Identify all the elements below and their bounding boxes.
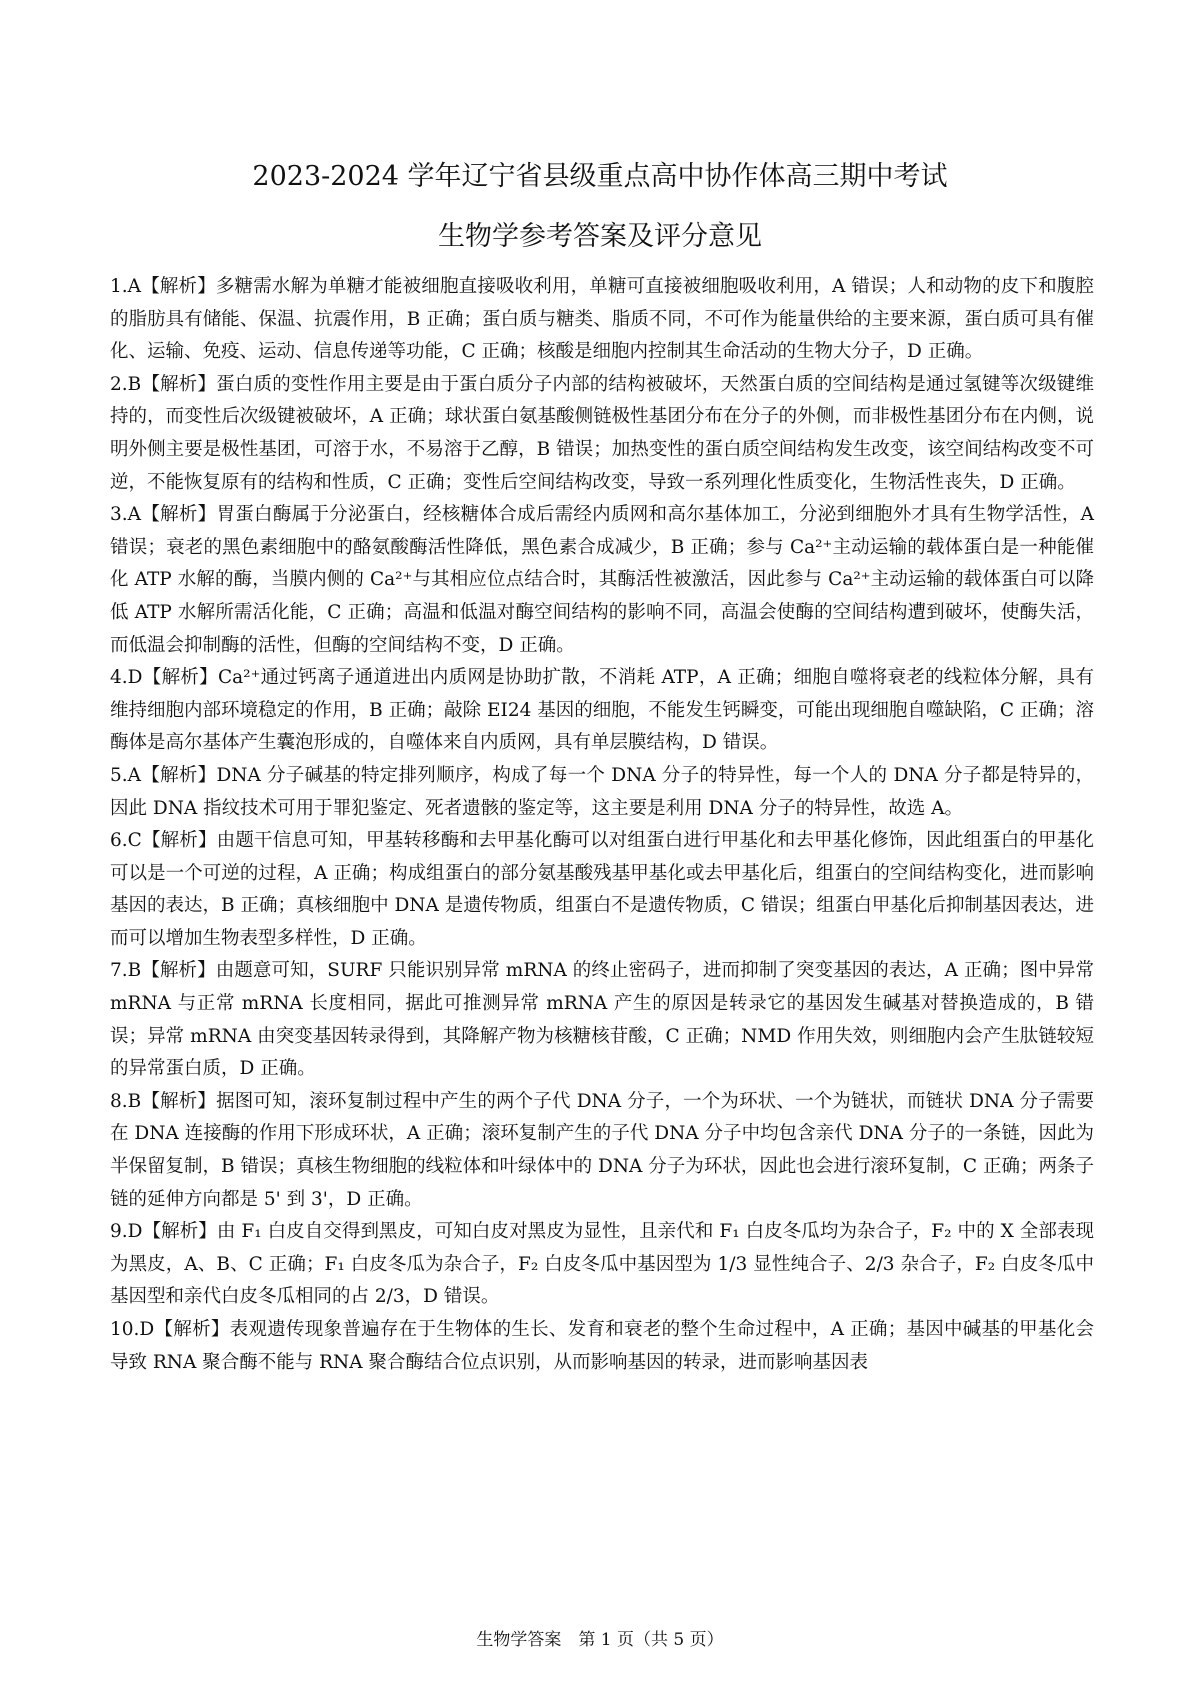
item-number: 2. [110, 373, 128, 395]
answer-item-7 [110, 955, 1094, 1085]
item-explanation: 胃蛋白酶属于分泌蛋白，经核糖体合成后需经内质网和高尔基体加工，分泌到细胞外才具有生物学活性，A 错误；衰老的黑色素细胞中的酪氨酸酶活性降低，黑色素合成减少，B 正确；参与 Ca²⁺主动运输的载体蛋白是一种能催化 ATP 水解的酶，当膜内侧的 Ca²⁺与其相应位点结合时，其酶活性被激活，因此参与 Ca²⁺主动运输的载体蛋白可以降低 ATP 水解所需活化能，C 正确；高温和低温对酶空间结构的影响不同，高温会使酶的空间结构遭到破坏，使酶失活，而低温会抑制酶的活性，但酶的空间结构不变，D 正确。 [110, 504, 1094, 656]
item-tag: 【解析】 [141, 764, 217, 786]
document-title: 2023-2024 学年辽宁省县级重点高中协作体高三期中考试 [252, 161, 948, 192]
item-number: 1. [110, 276, 128, 297]
item-number: 7. [110, 960, 128, 982]
item-tag: 【解析】 [141, 960, 216, 982]
item-explanation: 由 F₁ 白皮自交得到黑皮，可知白皮对黑皮为显性，且亲代和 F₁ 白皮冬瓜均为杂合子，F₂ 中的 X 全部表现为黑皮，A、B、C 正确；F₁ 白皮冬瓜为杂合子，F₂ 白皮冬瓜中基因型为 1/3 显性纯合子、2/3 杂合子，F₂ 白皮冬瓜中基因型和亲代白皮冬瓜相同的占 2/3，D 错误。 [110, 1221, 1094, 1308]
item-answer: D [127, 1221, 143, 1243]
item-explanation: Ca²⁺通过钙离子通道进出内质网是协助扩散，不消耗 ATP，A 正确；细胞自噬将衰老的线粒体分解，具有维持细胞内部环境稳定的作用，B 正确；敲除 EI24 基因的细胞，不能发生钙瞬变，可能出现细胞自噬缺陷，C 正确；溶酶体是高尔基体产生囊泡形成的，自噬体来自内质网，具有单层膜结构，D 错误。 [110, 667, 1094, 754]
item-answer: C [127, 830, 142, 852]
item-tag: 【解析】 [141, 276, 216, 297]
page-footer: 生物学答案 第 1 页（共 5 页） [476, 1630, 724, 1650]
item-number: 10. [110, 1319, 140, 1340]
item-explanation: DNA 分子碱基的特定排列顺序，构成了每一个 DNA 分子的特异性，每一个人的 DNA 分子都是特异的，因此 DNA 指纹技术可用于罪犯鉴定、死者遗骸的鉴定等，这主要是利用 DNA 分子的特异性，故选 A。 [110, 764, 1094, 819]
item-number: 5. [110, 764, 128, 786]
item-explanation: 由题意可知，SURF 只能识别异常 mRNA 的终止密码子，进而抑制了突变基因的表达，A 正确；图中异常 mRNA 与正常 mRNA 长度相同，据此可推测异常 mRNA 产生的原因是转录它的基因发生碱基对替换造成的，B 错误；异常 mRNA 由突变基因转录得到，其降解产物为核糖核苷酸，C 正确；NMD 作用失效，则细胞内会产生肽链较短的异常蛋白质，D 正确。 [110, 960, 1094, 1080]
document-subtitle: 生物学参考答案及评分意见 [438, 221, 762, 252]
item-number: 6. [110, 830, 128, 852]
item-answer: B [127, 1090, 142, 1112]
answer-list [110, 271, 1094, 1379]
answer-item-9 [110, 1216, 1094, 1314]
answer-item-4 [110, 662, 1094, 760]
item-number: 4. [110, 667, 128, 689]
item-answer: B [127, 373, 142, 395]
item-answer: A [127, 764, 142, 786]
item-tag: 【解析】 [142, 1221, 217, 1243]
item-number: 8. [110, 1090, 128, 1112]
item-answer: D [139, 1319, 155, 1340]
answer-item-10 [110, 1314, 1094, 1379]
answer-item-6 [110, 825, 1094, 955]
item-explanation: 多糖需水解为单糖才能被细胞直接吸收利用，单糖可直接被细胞吸收利用，A 错误；人和动物的皮下和腹腔的脂肪具有储能、保温、抗震作用，B 正确；蛋白质与糖类、脂质不同，不可作为能量供给的主要来源，蛋白质可具有催化、运输、免疫、运动、信息传递等功能，C 正确；核酸是细胞内控制其生命活动的生物大分子，D 正确。 [110, 276, 1094, 363]
item-number: 9. [110, 1221, 128, 1243]
item-answer: A [127, 276, 142, 297]
item-tag: 【解析】 [141, 1090, 217, 1112]
item-tag: 【解析】 [141, 373, 217, 395]
item-answer: A [127, 504, 142, 526]
item-number: 3. [110, 504, 128, 526]
answer-item-2 [110, 369, 1094, 499]
item-tag: 【解析】 [154, 1319, 230, 1340]
item-answer: B [127, 960, 142, 982]
answer-item-3 [110, 499, 1094, 662]
item-tag: 【解析】 [141, 504, 217, 526]
answer-item-1 [110, 271, 1094, 369]
item-tag: 【解析】 [142, 667, 218, 689]
answer-item-8 [110, 1086, 1094, 1216]
item-answer: D [127, 667, 143, 689]
item-explanation: 据图可知，滚环复制过程中产生的两个子代 DNA 分子，一个为环状、一个为链状，而链状 DNA 分子需要在 DNA 连接酶的作用下形成环状，A 正确；滚环复制产生的子代 DNA 分子中均包含亲代 DNA 分子的一条链，因此为半保留复制，B 错误；真核生物细胞的线粒体和叶绿体中的 DNA 分子为环状，因此也会进行滚环复制，C 正确；两条子链的延伸方向都是 5' 到 3'，D 正确。 [110, 1090, 1094, 1210]
item-explanation: 由题干信息可知，甲基转移酶和去甲基化酶可以对组蛋白进行甲基化和去甲基化修饰，因此组蛋白的甲基化可以是一个可逆的过程，A 正确；构成组蛋白的部分氨基酸残基甲基化或去甲基化后，组蛋白的空间结构变化，进而影响基因的表达，B 正确；真核细胞中 DNA 是遗传物质，组蛋白不是遗传物质，C 错误；组蛋白甲基化后抑制基因表达，进而可以增加生物表型多样性，D 正确。 [110, 830, 1094, 949]
answer-item-5 [110, 760, 1094, 825]
item-explanation: 表观遗传现象普遍存在于生物体的生长、发育和衰老的整个生命过程中，A 正确；基因中碱基的甲基化会导致 RNA 聚合酶不能与 RNA 聚合酶结合位点识别，从而影响基因的转录，进而影响基因表 [110, 1319, 1094, 1373]
item-tag: 【解析】 [141, 830, 217, 852]
item-explanation: 蛋白质的变性作用主要是由于蛋白质分子内部的结构被破坏，天然蛋白质的空间结构是通过氢键等次级键维持的，而变性后次级键被破坏，A 正确；球状蛋白氨基酸侧链极性基团分布在分子的外侧，而非极性基团分布在内侧，说明外侧主要是极性基团，可溶于水，不易溶于乙醇，B 错误；加热变性的蛋白质空间结构发生改变，该空间结构改变不可逆，不能恢复原有的结构和性质，C 正确；变性后空间结构改变，导致一系列理化性质变化，生物活性丧失，D 正确。 [110, 373, 1094, 493]
